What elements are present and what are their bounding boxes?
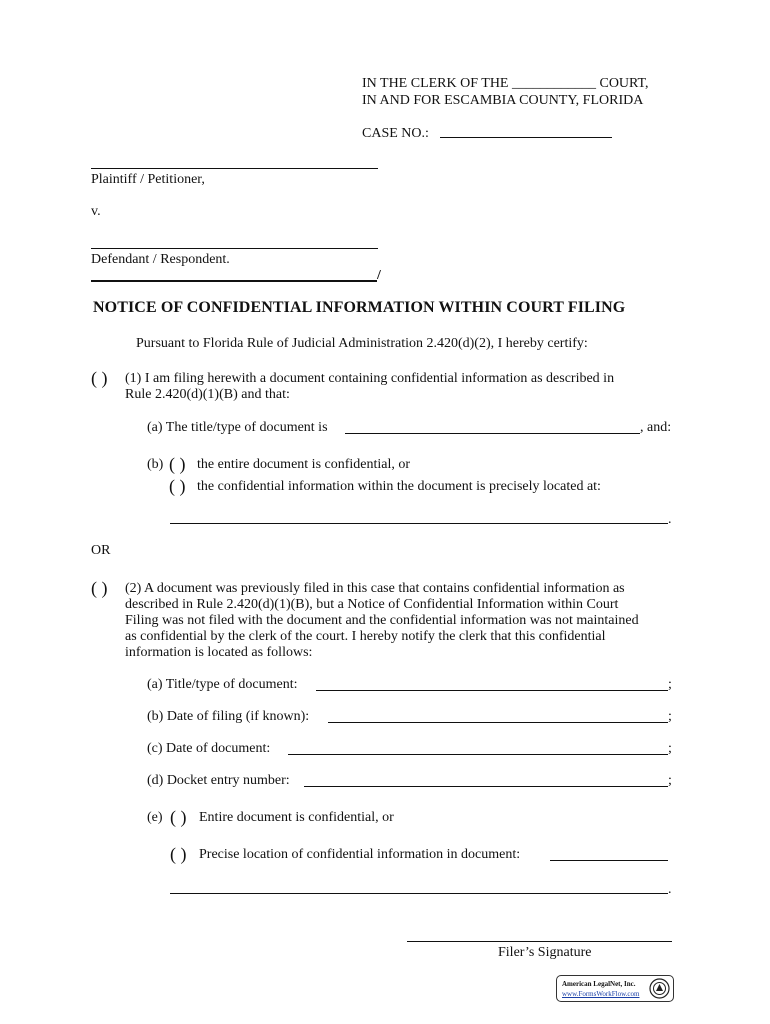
option2-date-filing-field[interactable] [328, 722, 668, 723]
option1-b-entire-text: the entire document is confidential, or [197, 457, 411, 472]
option1-end-dot: . [668, 512, 672, 527]
option2-e-entire-text: Entire document is confidential, or [199, 810, 394, 825]
option2-b-semicolon: ; [668, 709, 672, 724]
court-caption-line2: IN AND FOR ESCAMBIA COUNTY, FLORIDA [362, 93, 644, 108]
option1-b-located-text: the confidential information within the document is precisely located at: [197, 479, 601, 494]
option2-c-semicolon: ; [668, 741, 672, 756]
option2-e-location-text: Precise location of confidential information in document: [199, 847, 521, 862]
option2-e-checkbox-location[interactable]: ( ) [170, 844, 187, 864]
document-title: NOTICE OF CONFIDENTIAL INFORMATION WITHIN COURT FILING [93, 299, 626, 316]
option2-location-field-continued[interactable] [170, 893, 668, 894]
intro-text: Pursuant to Florida Rule of Judicial Administration 2.420(d)(2), I hereby certify: [136, 336, 588, 351]
option2-checkbox[interactable]: ( ) [91, 578, 108, 598]
option1-text-line2: Rule 2.420(d)(1)(B) and that: [125, 387, 290, 402]
option1-text-line1: (1) I am filing herewith a document containing confidential information as described in [125, 371, 615, 386]
option1-b-checkbox-entire[interactable]: ( ) [169, 454, 186, 474]
logo-url-link[interactable]: www.FormsWorkFlow.com [562, 990, 640, 998]
option1-title-field[interactable] [345, 433, 640, 434]
option2-docket-field[interactable] [304, 786, 668, 787]
option2-text-line5: information is located as follows: [125, 645, 313, 660]
option2-e-label: (e) [147, 810, 163, 825]
or-label: OR [91, 543, 111, 558]
caption-closing-line [91, 280, 377, 282]
option1-b-checkbox-located[interactable]: ( ) [169, 476, 186, 496]
option1-location-field[interactable] [170, 523, 668, 524]
option2-location-field[interactable] [550, 860, 668, 861]
case-number-field[interactable] [440, 137, 612, 138]
option2-a-semicolon: ; [668, 677, 672, 692]
option1-b-label: (b) [147, 457, 164, 472]
option2-text-line4: as confidential by the clerk of the court. I hereby notify the clerk that this confidential [125, 629, 606, 644]
filer-signature-field[interactable] [407, 941, 672, 942]
option2-d-label: (d) Docket entry number: [147, 773, 290, 788]
option2-c-label: (c) Date of document: [147, 741, 271, 756]
filer-signature-label: Filer’s Signature [498, 945, 592, 960]
logo-seal-icon [649, 978, 670, 999]
option2-e-checkbox-entire[interactable]: ( ) [170, 807, 187, 827]
defendant-label: Defendant / Respondent. [91, 252, 230, 267]
american-legalnet-logo [556, 975, 674, 1002]
option1-a-suffix: , and: [640, 420, 672, 435]
option2-text-line1: (2) A document was previously filed in this case that contains confidential information as [125, 581, 625, 596]
option2-text-line2: described in Rule 2.420(d)(1)(B), but a Notice of Confidential Information within Court [125, 597, 619, 612]
option2-date-document-field[interactable] [288, 754, 668, 755]
plaintiff-name-field[interactable] [91, 168, 378, 169]
defendant-name-field[interactable] [91, 248, 378, 249]
caption-closing-slash: / [377, 268, 381, 283]
option2-b-label: (b) Date of filing (if known): [147, 709, 310, 724]
logo-company-name: American LegalNet, Inc. [562, 980, 636, 988]
option2-d-semicolon: ; [668, 773, 672, 788]
court-caption-line1: IN THE CLERK OF THE ____________ COURT, [362, 76, 649, 91]
option1-a-label: (a) The title/type of document is [147, 420, 328, 435]
option2-a-label: (a) Title/type of document: [147, 677, 298, 692]
option2-text-line3: Filing was not filed with the document and the confidential information was not maintained [125, 613, 639, 628]
versus-label: v. [91, 204, 101, 219]
option1-checkbox[interactable]: ( ) [91, 368, 108, 388]
plaintiff-label: Plaintiff / Petitioner, [91, 172, 205, 187]
case-number-label: CASE NO.: [362, 126, 429, 141]
option2-title-field[interactable] [316, 690, 668, 691]
option2-end-dot: . [668, 882, 672, 897]
